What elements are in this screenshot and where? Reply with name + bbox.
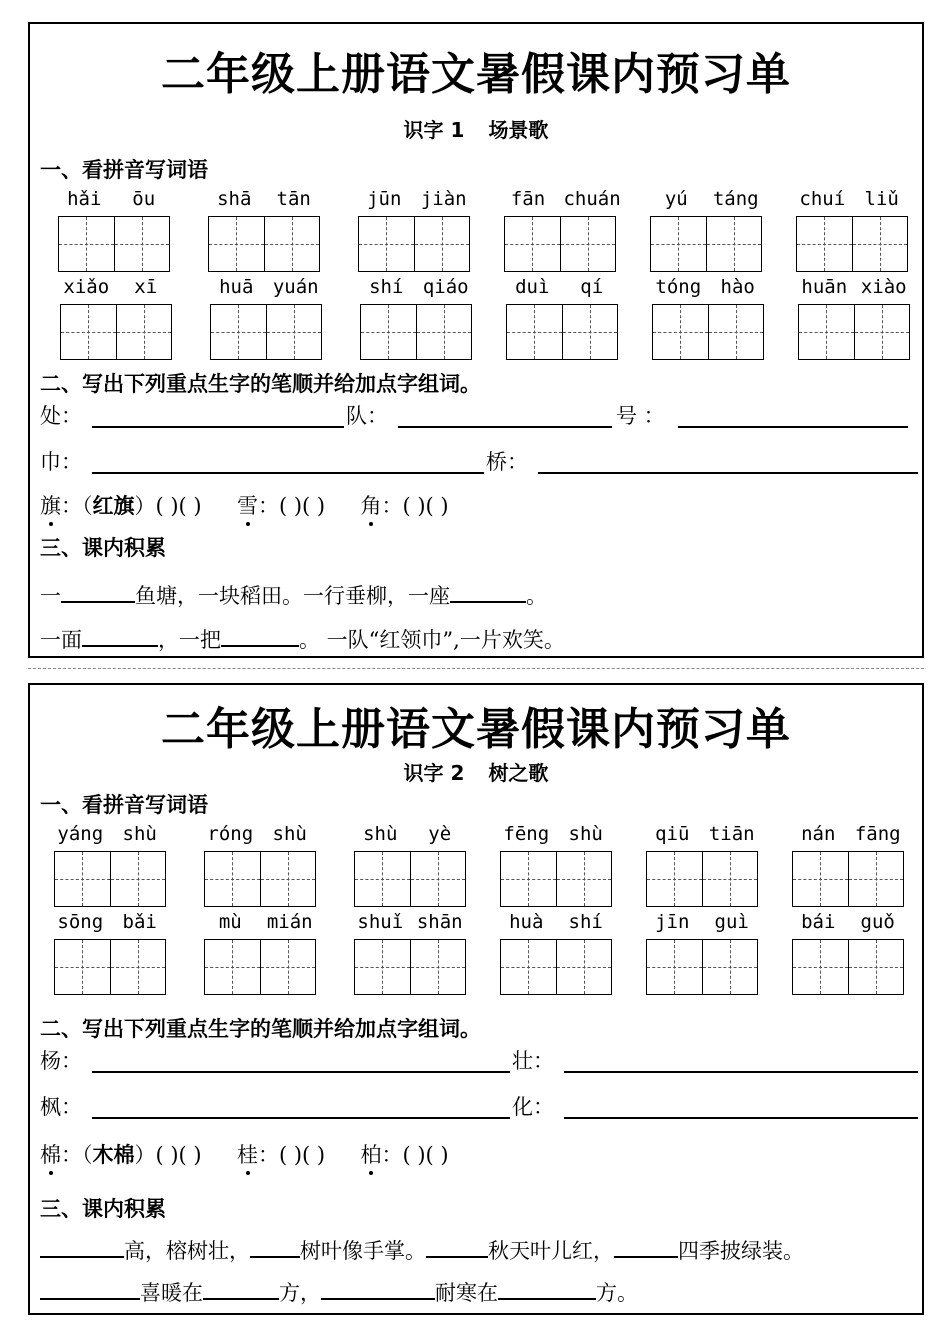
lesson-heading — [30, 114, 922, 143]
pinyin-syllable: ōu — [132, 188, 156, 210]
worksheet-title: 二年级上册语文暑假课内预习单 — [161, 49, 791, 100]
pinyin-syllable: yú — [664, 188, 688, 210]
writing-boxes[interactable] — [354, 851, 466, 907]
fill-blank[interactable] — [426, 1236, 488, 1258]
pinyin-syllable: jiàn — [420, 188, 467, 210]
writing-boxes[interactable] — [798, 304, 910, 360]
pinyin-syllable: jīn — [655, 911, 690, 933]
pinyin-word-group — [54, 911, 166, 995]
writing-boxes[interactable] — [796, 216, 908, 272]
pinyin-word-group — [504, 188, 621, 272]
answer-line[interactable] — [538, 472, 918, 474]
fill-blank[interactable] — [498, 1278, 596, 1300]
pinyin-word-group — [60, 276, 172, 360]
text-segment: 秋天叶儿红， — [488, 1239, 614, 1263]
writing-boxes[interactable] — [208, 216, 320, 272]
section-accumulate-heading: 三、课内积累 — [40, 1197, 166, 1221]
section-stroke-heading: 二、写出下列重点生字的笔顺并给加点字组词。 — [40, 1017, 481, 1041]
fill-blank[interactable] — [40, 1278, 140, 1300]
pinyin-word-group — [354, 911, 466, 995]
lesson-name: 场景歌 — [488, 118, 549, 142]
writing-boxes[interactable] — [360, 304, 472, 360]
dotted-char: 旗 — [40, 490, 61, 520]
pinyin-syllable: fān — [510, 188, 546, 210]
char-label: 壮： — [512, 1049, 554, 1073]
pinyin-word-group — [792, 823, 904, 907]
pinyin-syllable: tān — [276, 188, 311, 210]
writing-boxes[interactable] — [54, 851, 166, 907]
pinyin-syllable: shí — [369, 276, 404, 298]
writing-boxes[interactable] — [54, 939, 166, 995]
writing-boxes[interactable] — [792, 851, 904, 907]
fill-blank[interactable] — [221, 625, 299, 647]
writing-boxes[interactable] — [650, 216, 762, 272]
worksheet-1 — [28, 22, 924, 658]
pinyin-syllable: shān — [416, 911, 463, 933]
text-segment: 鱼塘，一块稻田。一行垂柳，一座 — [135, 584, 450, 608]
char-label: 桥： — [486, 450, 528, 474]
answer-line[interactable] — [678, 426, 908, 428]
pinyin-syllable: xiào — [860, 276, 907, 298]
pinyin-syllable: qí — [580, 276, 604, 298]
stroke-order-row — [40, 1091, 916, 1121]
char-label: 巾： — [40, 450, 82, 474]
blank-parens[interactable]: ：( )( ) — [381, 494, 449, 518]
text-segment: 。 一队“红领巾”,一片欢笑。 — [299, 628, 565, 652]
pinyin-syllable: huà — [509, 911, 544, 933]
stroke-order-row — [40, 400, 916, 430]
writing-boxes[interactable] — [646, 939, 758, 995]
word-combo-row — [40, 1139, 449, 1169]
char-label: 枫： — [40, 1095, 82, 1119]
fill-blank[interactable] — [321, 1278, 435, 1300]
pinyin-word-group — [652, 276, 764, 360]
pinyin-syllable: shù — [568, 823, 603, 845]
pinyin-word-group — [358, 188, 470, 272]
pinyin-word-group — [204, 911, 316, 995]
writing-boxes[interactable] — [506, 304, 618, 360]
lesson-number: 识字 2 — [403, 761, 465, 785]
lesson-name: 树之歌 — [488, 761, 549, 785]
pinyin-syllable: mián — [266, 911, 313, 933]
blank-parens[interactable]: ：( )( ) — [381, 1143, 449, 1167]
pinyin-syllable: shuǐ — [357, 911, 404, 933]
worksheet-title: 二年级上册语文暑假课内预习单 — [161, 704, 791, 755]
pinyin-word-group — [204, 823, 316, 907]
pinyin-word-group — [58, 188, 170, 272]
pinyin-word-group — [792, 911, 904, 995]
pinyin-syllable: guǒ — [860, 911, 895, 933]
pinyin-syllable: yuán — [272, 276, 319, 298]
pinyin-word-group — [796, 188, 908, 272]
text-segment: ，一把 — [158, 628, 221, 652]
stroke-order-row — [40, 1045, 916, 1075]
section-pinyin-heading: 一、看拼音写词语 — [40, 158, 208, 182]
text-segment: 树叶像手掌。 — [300, 1239, 426, 1263]
text-segment: 方， — [279, 1281, 321, 1305]
blank-parens[interactable]: ）( )( ) — [134, 1143, 202, 1167]
paren-open: ：（ — [61, 1143, 93, 1167]
answer-line[interactable] — [398, 426, 612, 428]
char-label: 化： — [512, 1095, 554, 1119]
fill-blank[interactable] — [61, 581, 135, 603]
answer-line[interactable] — [564, 1117, 918, 1119]
text-segment: 。 — [526, 584, 547, 608]
paren-open: ：（ — [61, 494, 93, 518]
dotted-char: 桂 — [237, 1139, 258, 1169]
fill-blank[interactable] — [203, 1278, 279, 1300]
answer-line[interactable] — [564, 1071, 918, 1073]
dotted-char: 角 — [361, 490, 382, 520]
char-label: 杨： — [40, 1049, 82, 1073]
stroke-order-row — [40, 446, 916, 476]
section-accumulate-heading: 三、课内积累 — [40, 536, 166, 560]
pinyin-syllable: bǎi — [122, 911, 157, 933]
pinyin-syllable: tiān — [708, 823, 755, 845]
pinyin-syllable: fāng — [854, 823, 901, 845]
fill-blank[interactable] — [450, 581, 526, 603]
pinyin-syllable: huā — [219, 276, 254, 298]
pinyin-word-group — [500, 911, 612, 995]
pinyin-syllable: huān — [801, 276, 848, 298]
text-segment: 四季披绿装。 — [678, 1239, 804, 1263]
pinyin-word-group — [506, 276, 618, 360]
pinyin-syllable: yè — [428, 823, 452, 845]
writing-boxes[interactable] — [500, 851, 612, 907]
blank-parens[interactable]: ：( )( ) — [258, 494, 326, 518]
pinyin-syllable: qiū — [655, 823, 690, 845]
pinyin-syllable: shā — [217, 188, 252, 210]
fill-blank[interactable] — [250, 1236, 300, 1258]
pinyin-syllable: mù — [218, 911, 242, 933]
text-segment: 喜暖在 — [140, 1281, 203, 1305]
pinyin-syllable: hào — [720, 276, 755, 298]
lesson-number: 识字 1 — [403, 118, 465, 142]
pinyin-syllable: chuán — [563, 188, 621, 210]
pinyin-word-group — [54, 823, 166, 907]
text-segment: 方。 — [596, 1281, 638, 1305]
fill-blank[interactable] — [614, 1236, 678, 1258]
writing-boxes[interactable] — [60, 304, 172, 360]
fill-in-sentence — [40, 624, 565, 654]
writing-boxes[interactable] — [504, 216, 616, 272]
pinyin-syllable: fēng — [503, 823, 550, 845]
blank-parens[interactable]: ：( )( ) — [258, 1143, 326, 1167]
answer-line[interactable] — [92, 1117, 510, 1119]
word-combo-row — [40, 490, 449, 520]
pinyin-syllable: nán — [801, 823, 836, 845]
pinyin-syllable: xiǎo — [63, 276, 110, 298]
text-segment: 一面 — [40, 628, 82, 652]
dotted-char: 棉 — [40, 1139, 61, 1169]
fill-in-sentence — [40, 580, 547, 610]
char-label: 队： — [346, 404, 388, 428]
pinyin-syllable: chuí — [799, 188, 846, 210]
cut-line — [28, 668, 924, 669]
pinyin-syllable: qiáo — [422, 276, 469, 298]
pinyin-word-group — [208, 188, 320, 272]
pinyin-syllable: táng — [712, 188, 759, 210]
answer-line[interactable] — [92, 426, 344, 428]
pinyin-syllable: xī — [134, 276, 158, 298]
blank-parens[interactable]: ）( )( ) — [134, 494, 202, 518]
pinyin-syllable: shù — [272, 823, 307, 845]
writing-boxes[interactable] — [354, 939, 466, 995]
pinyin-syllable: yáng — [57, 823, 104, 845]
pinyin-word-group — [354, 823, 466, 907]
fill-in-sentence — [40, 1235, 804, 1265]
pinyin-syllable: duì — [515, 276, 550, 298]
answer-line[interactable] — [92, 1071, 510, 1073]
pinyin-word-group — [798, 276, 910, 360]
fill-blank[interactable] — [40, 1236, 124, 1258]
lesson-heading — [30, 757, 922, 786]
pinyin-word-group — [360, 276, 472, 360]
pinyin-syllable: shù — [122, 823, 157, 845]
pinyin-word-group — [650, 188, 762, 272]
writing-boxes[interactable] — [358, 216, 470, 272]
example-word: 木棉 — [92, 1143, 135, 1167]
pinyin-syllable: róng — [207, 823, 254, 845]
pinyin-word-group — [646, 911, 758, 995]
answer-line[interactable] — [92, 472, 484, 474]
pinyin-syllable: shù — [363, 823, 398, 845]
writing-boxes[interactable] — [652, 304, 764, 360]
dotted-char: 柏 — [361, 1139, 382, 1169]
writing-boxes[interactable] — [792, 939, 904, 995]
text-segment: 一 — [40, 584, 61, 608]
text-segment: 高，榕树壮， — [124, 1239, 250, 1263]
pinyin-syllable: hǎi — [67, 188, 102, 210]
fill-in-sentence — [40, 1277, 638, 1307]
fill-blank[interactable] — [82, 625, 158, 647]
pinyin-syllable: guì — [714, 911, 749, 933]
writing-boxes[interactable] — [204, 939, 316, 995]
pinyin-syllable: jūn — [367, 188, 402, 210]
pinyin-syllable: liǔ — [864, 188, 899, 210]
pinyin-syllable: bái — [801, 911, 836, 933]
writing-boxes[interactable] — [210, 304, 322, 360]
pinyin-syllable: sōng — [57, 911, 104, 933]
writing-boxes[interactable] — [646, 851, 758, 907]
pinyin-word-group — [210, 276, 322, 360]
writing-boxes[interactable] — [58, 216, 170, 272]
pinyin-word-group — [646, 823, 758, 907]
worksheet-2 — [28, 683, 924, 1315]
char-label: 处： — [40, 404, 82, 428]
example-word: 红旗 — [92, 494, 135, 518]
writing-boxes[interactable] — [204, 851, 316, 907]
pinyin-syllable: tóng — [655, 276, 702, 298]
text-segment: 耐寒在 — [435, 1281, 498, 1305]
dotted-char: 雪 — [237, 490, 258, 520]
pinyin-syllable: shí — [568, 911, 603, 933]
pinyin-word-group — [500, 823, 612, 907]
writing-boxes[interactable] — [500, 939, 612, 995]
section-stroke-heading: 二、写出下列重点生字的笔顺并给加点字组词。 — [40, 372, 481, 396]
section-pinyin-heading: 一、看拼音写词语 — [40, 793, 208, 817]
char-label: 号 ： — [616, 404, 665, 428]
